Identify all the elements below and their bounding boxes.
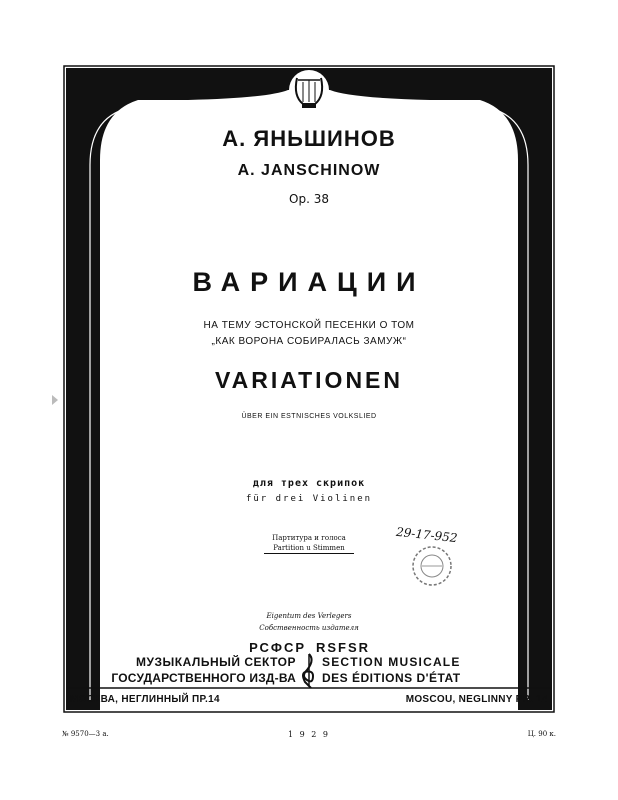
parts-latin: Partition u Stimmen [264, 544, 354, 554]
subtitle-latin: ÜBER EIN ESTNISCHES VOLKSLIED [241, 413, 377, 420]
handwritten-number: 29-17-952 [395, 524, 459, 546]
ownership-cyrillic: Собственность издателя [259, 624, 359, 632]
publisher-left-line1: МУЗЫКАЛЬНЫЙ СЕКТОР [136, 655, 296, 669]
ownership-latin: Eigentum des Verlegers [266, 612, 352, 620]
publisher-abbr-right: RSFSR [316, 640, 371, 655]
composer-name-cyrillic: А. ЯНЬШИНОВ [222, 126, 396, 151]
title-latin: VARIATIONEN [214, 367, 404, 393]
instrumentation-latin: für drei Violinen [245, 494, 373, 504]
title-cyrillic: ВАРИАЦИИ [192, 267, 426, 297]
publisher-left-line2: ГОСУДАРСТВЕННОГО ИЗД-ВА [111, 671, 296, 685]
publisher-abbr-left: РСФСР [249, 640, 306, 655]
lyre-icon [289, 70, 329, 110]
price: Ц. 90 к. [527, 730, 556, 738]
instrumentation-cyrillic: для трех скрипок [252, 478, 366, 489]
subtitle-cyrillic-line2: „КАК ВОРОНА СОБИРАЛАСЬ ЗАМУЖ“ [211, 336, 407, 347]
treble-clef-icon [297, 652, 321, 688]
subtitle-cyrillic-line1: НА ТЕМУ ЭСТОНСКОЙ ПЕСЕНКИ О ТОМ [203, 320, 415, 331]
catalog-number: № 9570—3 а. [62, 730, 109, 738]
publisher-right-line1: SECTION MUSICALE [322, 655, 461, 669]
composer-name-latin: A. JANSCHINOW [237, 162, 381, 179]
publication-year: 1 9 2 9 [288, 730, 330, 739]
address-right: MOSCOU, NEGLINNY PR. 14 [405, 694, 548, 705]
publisher-right-line2: DES ÉDITIONS D'ÉTAT [322, 671, 461, 685]
library-stamp-icon [410, 544, 454, 588]
parts-cyrillic: Партитура и голоса [272, 534, 346, 542]
opus-number: Op. 38 [289, 192, 329, 206]
address-left: МОСКВА, НЕГЛИННЫЙ ПР.14 [70, 694, 220, 705]
